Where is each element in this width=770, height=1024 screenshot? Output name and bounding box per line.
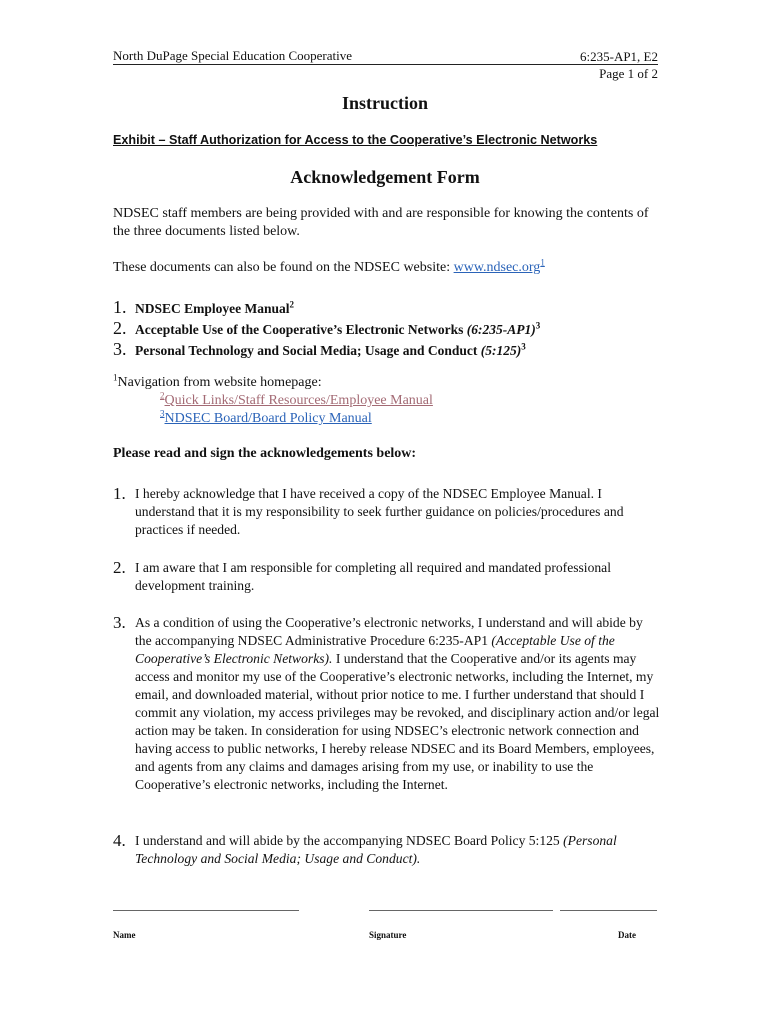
header-rule (113, 64, 658, 65)
signature-line[interactable] (369, 910, 553, 911)
sign-instruction: Please read and sign the acknowledgements below: (113, 446, 417, 461)
navigation-footnote-mark: 1 (113, 372, 118, 383)
header-code: 6:235-AP1, E2 (580, 49, 658, 64)
document-item (113, 318, 658, 339)
document-ref: (6:235-AP1) (466, 322, 536, 337)
document-list (113, 297, 658, 360)
acknowledgement-number: 3. (113, 613, 126, 632)
date-label: Date (618, 930, 636, 940)
document-label: NDSEC Employee Manual (135, 301, 290, 316)
header-code-block (580, 48, 658, 82)
document-number: 3. (113, 339, 127, 359)
document-ref: (5:125) (480, 343, 522, 358)
name-line[interactable] (113, 910, 299, 911)
acknowledgement-text: I understand and will abide by the accompanying NDSEC Board Policy 5:125 (Personal Technology and Social Media; Usage and Conduct). (135, 833, 617, 866)
document-label: Personal Technology and Social Media; Usage and Conduct (135, 343, 481, 358)
acknowledgement-item (113, 614, 661, 794)
intro-paragraph: NDSEC staff members are being provided with and are responsible for knowing the contents of the three documents listed below. (113, 206, 649, 239)
acknowledgement-number: 1. (113, 484, 126, 503)
document-footnote-mark: 3 (521, 341, 526, 352)
acknowledgement-text: I am aware that I am responsible for completing all required and mandated professional development training. (135, 560, 611, 593)
navigation-footnote (113, 374, 433, 428)
navigation-label: Navigation from website homepage: (117, 375, 322, 390)
form-title: Acknowledgement Form (290, 167, 480, 187)
document-label: Acceptable Use of the Cooperative’s Electronic Networks (135, 322, 467, 337)
header-org: North DuPage Special Education Cooperative (113, 48, 352, 63)
acknowledgement-item (113, 832, 661, 868)
document-item (113, 297, 658, 318)
document-item (113, 339, 658, 360)
date-line[interactable] (560, 910, 657, 911)
website-footnote-mark: 1 (540, 257, 545, 268)
page-title: Instruction (341, 93, 428, 113)
acknowledgement-item (113, 559, 661, 595)
signature-label: Signature (369, 930, 407, 940)
acknowledgement-text: As a condition of using the Cooperative’s electronic networks, I understand and will abide by the accompanying NDSEC Administrative Procedure 6:235-AP1 (Acceptable Use of the Cooperative’s Electronic Networks). I understand that the Cooperative and/or its agents may access and monitor my use of the Cooperative’s electronic networks, including the Internet, my email, and downloaded material, without prior notice to me. I further understand that should I commit any violation, my access privileges may be revoked, and disciplinary action and/or legal action may be taken. In consideration for using NDSEC’s electronic network connection and having access to public networks, I hereby release NDSEC and its Board Members, employees, and agents from any claims and damages arising from my use, or inability to use the Cooperative’s electronic networks, including the Internet. (135, 615, 660, 792)
header-page-number: Page 1 of 2 (599, 66, 658, 81)
website-text: These documents can also be found on the NDSEC website: (113, 260, 454, 275)
acknowledgement-policy-title: (Acceptable Use of the Cooperative’s Electronic Networks). (135, 633, 615, 666)
employee-manual-link[interactable]: $^2$Quick Links/Staff Resources/Employee Manual (160, 390, 433, 408)
document-number: 2. (113, 318, 127, 338)
name-label: Name (113, 930, 136, 940)
acknowledgement-number: 2. (113, 558, 126, 577)
acknowledgement-policy-title: (Personal Technology and Social Media; Usage and Conduct). (135, 833, 617, 866)
document-number: 1. (113, 297, 127, 317)
acknowledgement-item (113, 485, 661, 539)
exhibit-heading: Exhibit – Staff Authorization for Access to the Cooperative’s Electronic Networks (113, 133, 598, 147)
board-policy-link[interactable]: $^3$NDSEC Board/Board Policy Manual (160, 408, 372, 426)
document-footnote-mark: 2 (289, 299, 295, 310)
acknowledgement-text: I hereby acknowledge that I have received a copy of the NDSEC Employee Manual. I understand that it is my responsibility to seek further guidance on policies/procedures and practices if needed. (135, 486, 624, 537)
website-link[interactable]: www.ndsec.org (453, 260, 541, 275)
document-footnote-mark: 3 (535, 320, 541, 331)
website-line (113, 259, 658, 277)
acknowledgement-number: 4. (113, 831, 126, 850)
